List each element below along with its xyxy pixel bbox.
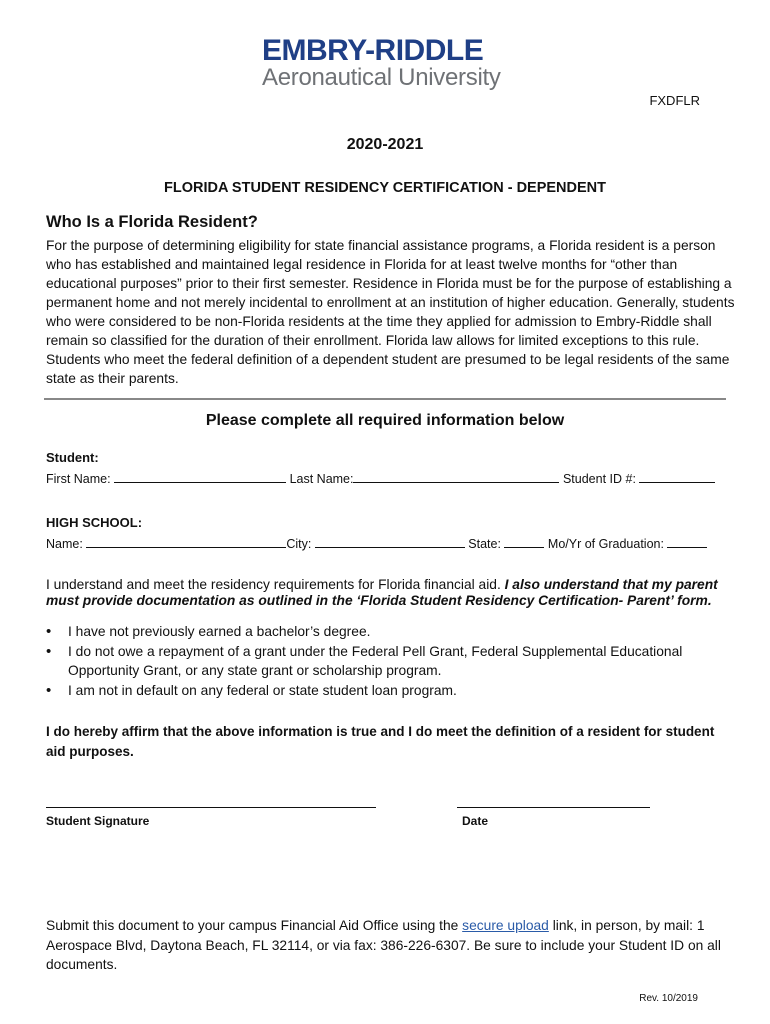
date-field[interactable]	[457, 807, 650, 808]
city-field[interactable]	[315, 534, 465, 548]
student-id-label: Student ID #:	[562, 472, 636, 486]
student-label: Student:	[46, 450, 99, 465]
last-name-field[interactable]	[353, 469, 559, 483]
logo-wordmark: EMBRY-RIDDLE	[262, 34, 484, 67]
form-title: FLORIDA STUDENT RESIDENCY CERTIFICATION - DEPENDENT	[164, 180, 606, 196]
revision-date: Rev. 10/2019	[639, 993, 698, 1004]
understanding-statement	[46, 577, 736, 609]
secure-upload-link[interactable]: secure upload	[462, 918, 549, 933]
high-school-fields-row	[46, 534, 707, 551]
divider	[44, 398, 726, 400]
section-heading-who: Who Is a Florida Resident?	[46, 213, 258, 231]
graduation-label: Mo/Yr of Graduation:	[547, 537, 664, 551]
city-label: City:	[286, 537, 312, 551]
graduation-field[interactable]	[667, 534, 707, 548]
school-name-label: Name:	[46, 537, 83, 551]
list-item: • I do not owe a repayment of a grant under the Federal Pell Grant, Federal Supplemental Educational Opportunity Grant, or any state grant or scholarship program.	[46, 642, 726, 681]
state-label: State:	[468, 537, 501, 551]
student-signature-label: Student Signature	[46, 814, 150, 828]
last-name-label: Last Name:	[289, 472, 354, 486]
affirmation-statement: I do hereby affirm that the above information is true and I do meet the definition of a resident for student aid purposes.	[46, 724, 715, 759]
submit-instructions	[46, 916, 736, 975]
eligibility-list	[46, 622, 726, 700]
list-item: • I am not in default on any federal or state student loan program.	[46, 681, 726, 701]
academic-year: 2020-2021	[346, 136, 424, 153]
submit-text-after: link, in person, by mail: 1 Aerospace Blvd, Daytona Beach, FL 32114, or via fax: 386-226-6307. Be sure to include your Student ID on all documents.	[46, 918, 721, 972]
submit-text-before: Submit this document to your campus Financial Aid Office using the	[46, 918, 463, 933]
student-id-field[interactable]	[639, 469, 715, 483]
school-name-field[interactable]	[86, 534, 286, 548]
understanding-emphasis: I also understand that my parent must provide documentation as outlined in the ‘Florida Student Residency Certification- Parent’ form.	[46, 577, 718, 608]
logo-subtitle: Aeronautical University	[262, 64, 501, 91]
first-name-label: First Name:	[46, 472, 111, 486]
student-signature-field[interactable]	[46, 807, 376, 808]
list-item: • I have not previously earned a bachelor’s degree.	[46, 622, 726, 642]
student-fields-row	[46, 469, 715, 486]
section-heading-complete: Please complete all required information below	[205, 412, 565, 429]
date-label: Date	[462, 814, 489, 828]
residency-paragraph: For the purpose of determining eligibility for state financial assistance programs, a Florida resident is a person who has established and maintained legal residence in Florida for at least twelve months for “other than educational purposes” prior to their first semester. Residence in Florida must be for the purpose of establishing a permanent home and not merely incidental to enrollment at an institution of higher education. Generally, students who were considered to be non-Florida residents at the time they applied for admission to Embry-Riddle shall remain so classified for the duration of their enrollment. Florida law allows for limited exceptions to this rule. Students who meet the federal definition of a dependent student are presumed to be legal residents of the same state as their parents.	[46, 238, 735, 386]
state-field[interactable]	[504, 534, 544, 548]
form-code: FXDFLR	[649, 93, 700, 108]
understanding-plain: I understand and meet the residency requirements for Florida financial aid.	[46, 577, 501, 592]
high-school-label: HIGH SCHOOL:	[46, 515, 143, 530]
first-name-field[interactable]	[114, 469, 286, 483]
